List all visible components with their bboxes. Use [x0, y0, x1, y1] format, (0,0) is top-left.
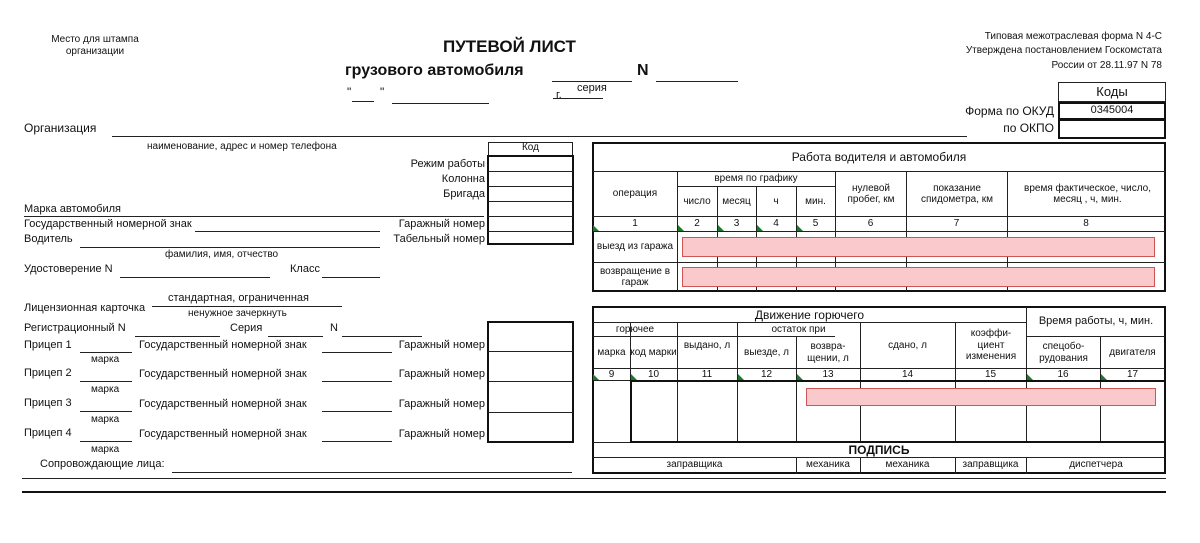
fuel-remain-header: остаток при [771, 323, 826, 335]
cell-marker [593, 374, 599, 380]
work-table-divider [593, 231, 1165, 232]
work-col-number: 7 [953, 218, 960, 230]
n-field-line[interactable] [342, 336, 422, 337]
fuel-col-number: 13 [822, 368, 834, 380]
codes-title: Коды [1096, 84, 1128, 99]
work-return-input[interactable] [682, 267, 1155, 287]
trailer-brand-field-line[interactable] [80, 352, 132, 353]
n-field-label: N [330, 322, 338, 334]
trailer-label: Прицеп 4 [24, 427, 72, 439]
cell-marker [718, 225, 724, 231]
trailer-brand-field-line[interactable] [80, 381, 132, 382]
fuel-at-exit-header: выезде, л [744, 346, 789, 358]
state-number-label: Государственный номерной знак [24, 219, 192, 230]
okpo-value-box[interactable] [1058, 119, 1166, 139]
trailer-label: Прицеп 1 [24, 339, 72, 351]
card-type-value: стандартная, ограниченная [168, 292, 309, 304]
class-field-line[interactable] [322, 277, 380, 278]
tab-number-label: Табельный номер [393, 233, 485, 245]
fuel-col-number: 11 [701, 368, 713, 380]
fuel-col-number: 17 [1126, 368, 1139, 380]
form-type-line-2: Утверждена постановлением Госкомстата [965, 45, 1162, 56]
reg-number-label: Регистрационный N [24, 322, 126, 334]
work-schedule-header: время по графику [714, 173, 798, 185]
number-field-line-2[interactable] [656, 81, 738, 82]
escort-label: Сопровождающие лица: [40, 458, 165, 470]
work-table-divider [593, 262, 1165, 263]
trailer-brand-hint: марка [91, 354, 120, 365]
signature-title: ПОДПИСЬ [848, 443, 910, 457]
month-field-line[interactable] [392, 103, 489, 104]
license-card-label: Лицензионная карточка [24, 302, 146, 314]
trailer-state-field-line[interactable] [322, 352, 392, 353]
okud-label: Форма по ОКУД [965, 104, 1054, 118]
code-box-divider [488, 201, 573, 202]
signature-mechanic[interactable]: механика [806, 459, 850, 471]
trailer-state-label: Государственный номерной знак [139, 339, 307, 351]
trailer-garage-label: Гаражный номер [398, 339, 485, 351]
fuel-col-number: 10 [647, 368, 660, 380]
work-col-number: 5 [812, 218, 819, 230]
fuel-at-return-header: возвра-щении, л [807, 341, 849, 364]
trailer-garage-label: Гаражный номер [398, 398, 485, 410]
code-box-divider [488, 171, 573, 172]
fuel-handed-header: сдано, л [888, 339, 927, 351]
page-subtitle: грузового автомобиля [345, 62, 524, 79]
page-title: ПУТЕВОЙ ЛИСТ [443, 37, 576, 56]
cell-marker [593, 225, 599, 231]
work-zero-run-header: нулевой пробег, км [847, 182, 895, 205]
work-col-number: 2 [694, 218, 700, 230]
trailer-garage-label: Гаражный номер [398, 428, 485, 440]
code-box-divider [488, 216, 573, 217]
trailer-state-field-line[interactable] [322, 441, 392, 442]
cell-marker [678, 225, 684, 231]
organization-label: Организация [24, 121, 97, 135]
code-box-divider [488, 231, 573, 232]
trailer-brand-hint: марка [91, 414, 120, 425]
trailer-brand-field-line[interactable] [80, 441, 132, 442]
fuel-col-number: 14 [901, 368, 914, 380]
work-actual-time-header: время фактическое, число, месяц , ч, мин. [1024, 182, 1151, 205]
card-hint: ненужное зачеркнуть [188, 308, 287, 319]
fuel-table-title: Движение горючего [754, 308, 865, 322]
work-min-header: мин. [805, 195, 826, 207]
fuel-fuel-header: горючее [615, 323, 655, 335]
work-hour-header: ч [773, 195, 779, 207]
work-col-number: 1 [632, 218, 638, 230]
class-label: Класс [290, 263, 320, 275]
day-field-line[interactable] [352, 101, 374, 102]
work-col-number: 3 [733, 218, 740, 230]
column-label: Колонна [441, 173, 485, 185]
work-mode-label: Режим работы [410, 158, 485, 170]
state-number-field-line[interactable] [195, 231, 380, 232]
trailer-brand-hint: марка [91, 384, 120, 395]
signature-dispatcher[interactable]: диспетчера [1069, 459, 1123, 471]
reg-number-field-line[interactable] [135, 336, 220, 337]
code-box-divider [488, 186, 573, 187]
year-label: г. [556, 89, 562, 101]
number-label: N [637, 62, 649, 79]
work-return-row-label: возвращение в гараж [599, 265, 671, 288]
garage-number-label: Гаражный номер [398, 218, 485, 230]
organization-hint: наименование, адрес и номер телефона [147, 141, 337, 152]
work-speedometer-header: показание спидометра, км [920, 182, 993, 205]
trailer-code-box[interactable] [487, 321, 574, 443]
license-label: Удостоверение N [24, 263, 113, 275]
fuel-brand-header: марка [597, 346, 626, 358]
signature-fueler[interactable]: заправщика [666, 459, 723, 471]
trailer-box-divider [488, 412, 573, 413]
series-label: серия [577, 82, 607, 94]
trailer-label: Прицеп 2 [24, 367, 72, 379]
trailer-box-divider [488, 381, 573, 382]
series-field-label: Серия [230, 322, 263, 334]
trailer-state-label: Государственный номерной знак [139, 368, 307, 380]
work-col-number: 6 [867, 218, 874, 230]
stamp-place-label: Место для штампа организации [51, 34, 139, 57]
quote-open: " [347, 85, 352, 99]
car-brand-field-line[interactable] [24, 216, 484, 217]
fuel-code-header: код марки [630, 346, 677, 358]
license-field-line[interactable] [120, 277, 270, 278]
driver-label: Водитель [24, 233, 73, 245]
fuel-coeff-header: коэффи-циент изменения [965, 328, 1017, 363]
trailer-box-divider [488, 351, 573, 352]
trailer-state-field-line[interactable] [322, 381, 392, 382]
fuel-col-number: 12 [760, 368, 773, 380]
fuel-data-input[interactable] [806, 388, 1156, 406]
signature-fueler[interactable]: заправщика [962, 459, 1019, 471]
code-header: Код [521, 142, 539, 153]
work-day-header: число [683, 195, 711, 207]
fuel-issued-header: выдано, л [683, 339, 731, 351]
trailer-label: Прицеп 3 [24, 397, 72, 409]
work-exit-row-label: выезд из гаража [596, 241, 674, 253]
fuel-col-number: 9 [608, 368, 615, 380]
series-field-line-2[interactable] [268, 336, 323, 337]
driver-field-line[interactable] [80, 247, 380, 248]
work-month-header: месяц [722, 195, 751, 207]
organization-field-line[interactable] [112, 136, 967, 137]
work-col-number: 4 [773, 218, 779, 230]
bottom-rule-1 [22, 478, 1166, 479]
cell-marker [757, 225, 763, 231]
quote-close: " [380, 85, 385, 99]
trailer-garage-label: Гаражный номер [398, 368, 485, 380]
form-type-line-3: России от 28.11.97 N 78 [1051, 60, 1162, 71]
trailer-state-label: Государственный номерной знак [139, 428, 307, 440]
card-type-field-line[interactable] [152, 306, 342, 307]
work-table-title: Работа водителя и автомобиля [791, 150, 967, 164]
form-type-line-1: Типовая межотраслевая форма N 4-С [984, 31, 1162, 42]
fuel-engine-header: двигателя [1109, 346, 1156, 358]
work-exit-input[interactable] [682, 237, 1155, 257]
trailer-brand-field-line[interactable] [80, 411, 132, 412]
car-brand-label: Марка автомобиля [24, 203, 122, 215]
fuel-col-number: 16 [1057, 368, 1069, 380]
series-field-line[interactable] [553, 98, 603, 99]
work-col-number: 8 [1083, 218, 1089, 230]
brigade-label: Бригада [443, 188, 485, 200]
cell-marker [797, 225, 803, 231]
work-operation-header: операция [612, 188, 658, 200]
fuel-special-header: спецобо-рудования [1039, 341, 1088, 364]
fuel-work-time-header: Время работы, ч, мин. [1038, 315, 1154, 328]
okud-value: 0345004 [1090, 104, 1134, 116]
fio-hint: фамилия, имя, отчество [165, 249, 279, 260]
signature-mechanic[interactable]: механика [885, 459, 930, 471]
bottom-rule-2 [22, 491, 1166, 493]
trailer-brand-hint: марка [91, 444, 120, 455]
trailer-state-field-line[interactable] [322, 411, 392, 412]
fuel-col-number: 15 [984, 368, 997, 380]
escort-field-line[interactable] [172, 472, 572, 473]
trailer-state-label: Государственный номерной знак [139, 398, 307, 410]
okpo-label: по ОКПО [1003, 121, 1054, 135]
